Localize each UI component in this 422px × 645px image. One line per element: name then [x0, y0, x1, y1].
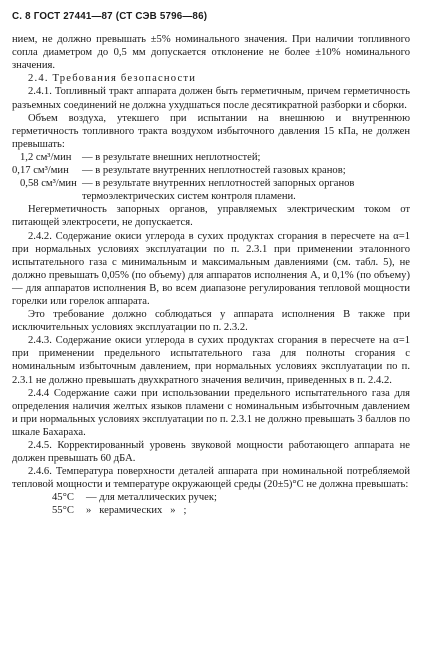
leak-row-2 [12, 164, 410, 177]
clause-2-4-5: 2.4.5. Корректированный уровень звуковой мощности работающего аппарата не должен превышать 60 дБА. [12, 440, 410, 465]
requirement-paragraph: Это требование должно соблюдаться у аппарата исполнения В также при исключительных условиях эксплуатации по п. 2.3.2. [12, 309, 410, 334]
intro-paragraph: нием, не должно превышать ±5% номинального значения. При наличии топливного сопла диаметром до 0,5 мм допускается отклонение не более ±10% номинального значения. [12, 34, 410, 72]
leak-value-3: 0,58 см³/мин [20, 178, 77, 190]
clause-2-4-2: 2.4.2. Содержание окиси углерода в сухих продуктах сгорания в пересчете на α=1 при нормальных условиях эксплуатации по п. 2.3.1 при применении эталонного испытательного газа с минимальным и максимальным давлениями (см. табл. 5), не должно превышать 0,05% (по объему) для аппаратов исполнения А, и 0,1% (по объему) — для аппаратов исполнения В, во всем диапазоне регулирования тепловой мощности горелки или горелок аппарата. [12, 230, 410, 307]
leak-value-2: 0,17 см³/мин [12, 165, 69, 177]
temp-value-1: 45°С [52, 492, 74, 504]
leak-text-2: — в результате внутренних неплотностей газовых кранов; [82, 165, 346, 177]
temp-row-2 [12, 504, 410, 517]
clause-2-4-1: 2.4.1. Топливный тракт аппарата должен быть герметичным, причем герметичность разъемных соединений не должна ухудшаться после десятикратной разборки и сборки. [12, 86, 410, 111]
leak-value-1: 1,2 см³/мин [20, 151, 72, 163]
clause-2-4-3: 2.4.3. Содержание окиси углерода в сухих продуктах сгорания в пересчете на α=1 при применении предельного испытательного газа для полноты сгорания с номинальным избыточным давлением, при нормальных условиях эксплуатации по п. 2.3.1 не должно превышать двухкратного значения величин, приведенных в п. 2.4.2. [12, 335, 410, 386]
temp-text-1: — для металлических ручек; [86, 492, 217, 504]
document-page [12, 10, 410, 518]
temp-text-2: » керамических » ; [86, 505, 187, 517]
temp-row-1 [12, 491, 410, 504]
clause-2-4-4: 2.4.4 Содержание сажи при использовании предельного испытательного газа для определения наличия желтых языков пламени с номинальным избыточным давлением и при нормальных условиях эксплуатации по п. 2.3.1 не должно превышать 3 баллов по шкале Бахараха. [12, 387, 410, 438]
section-title: 2.4. Требования безопасности [28, 73, 197, 85]
page-header: С. 8 ГОСТ 27441—87 (СТ СЭВ 5796—86) [12, 11, 208, 22]
leak-text-1: — в результате внешних неплотностей; [82, 151, 261, 163]
temp-value-2: 55°С [52, 505, 74, 517]
leak-text-3: — в результате внутренних неплотностей запорных органов термоэлектрических систем контроля пламени. [82, 178, 355, 203]
volume-paragraph: Объем воздуха, утекшего при испытании на внешнюю и внутреннюю герметичность топливного тракта воздухом избыточного давления 15 кПа, не должен превышать: [12, 112, 410, 150]
clause-2-4-6: 2.4.6. Температура поверхности деталей аппарата при номинальной потребляемой тепловой мощности и температуре окружающей среды (20±5)°С не должна превышать: [12, 466, 410, 491]
leak-row-1 [12, 151, 410, 164]
tightness-paragraph: Негерметичность запорных органов, управляемых электрическим током от питающей электросети, не допускается. [12, 204, 410, 229]
leak-row-3 [12, 177, 410, 203]
